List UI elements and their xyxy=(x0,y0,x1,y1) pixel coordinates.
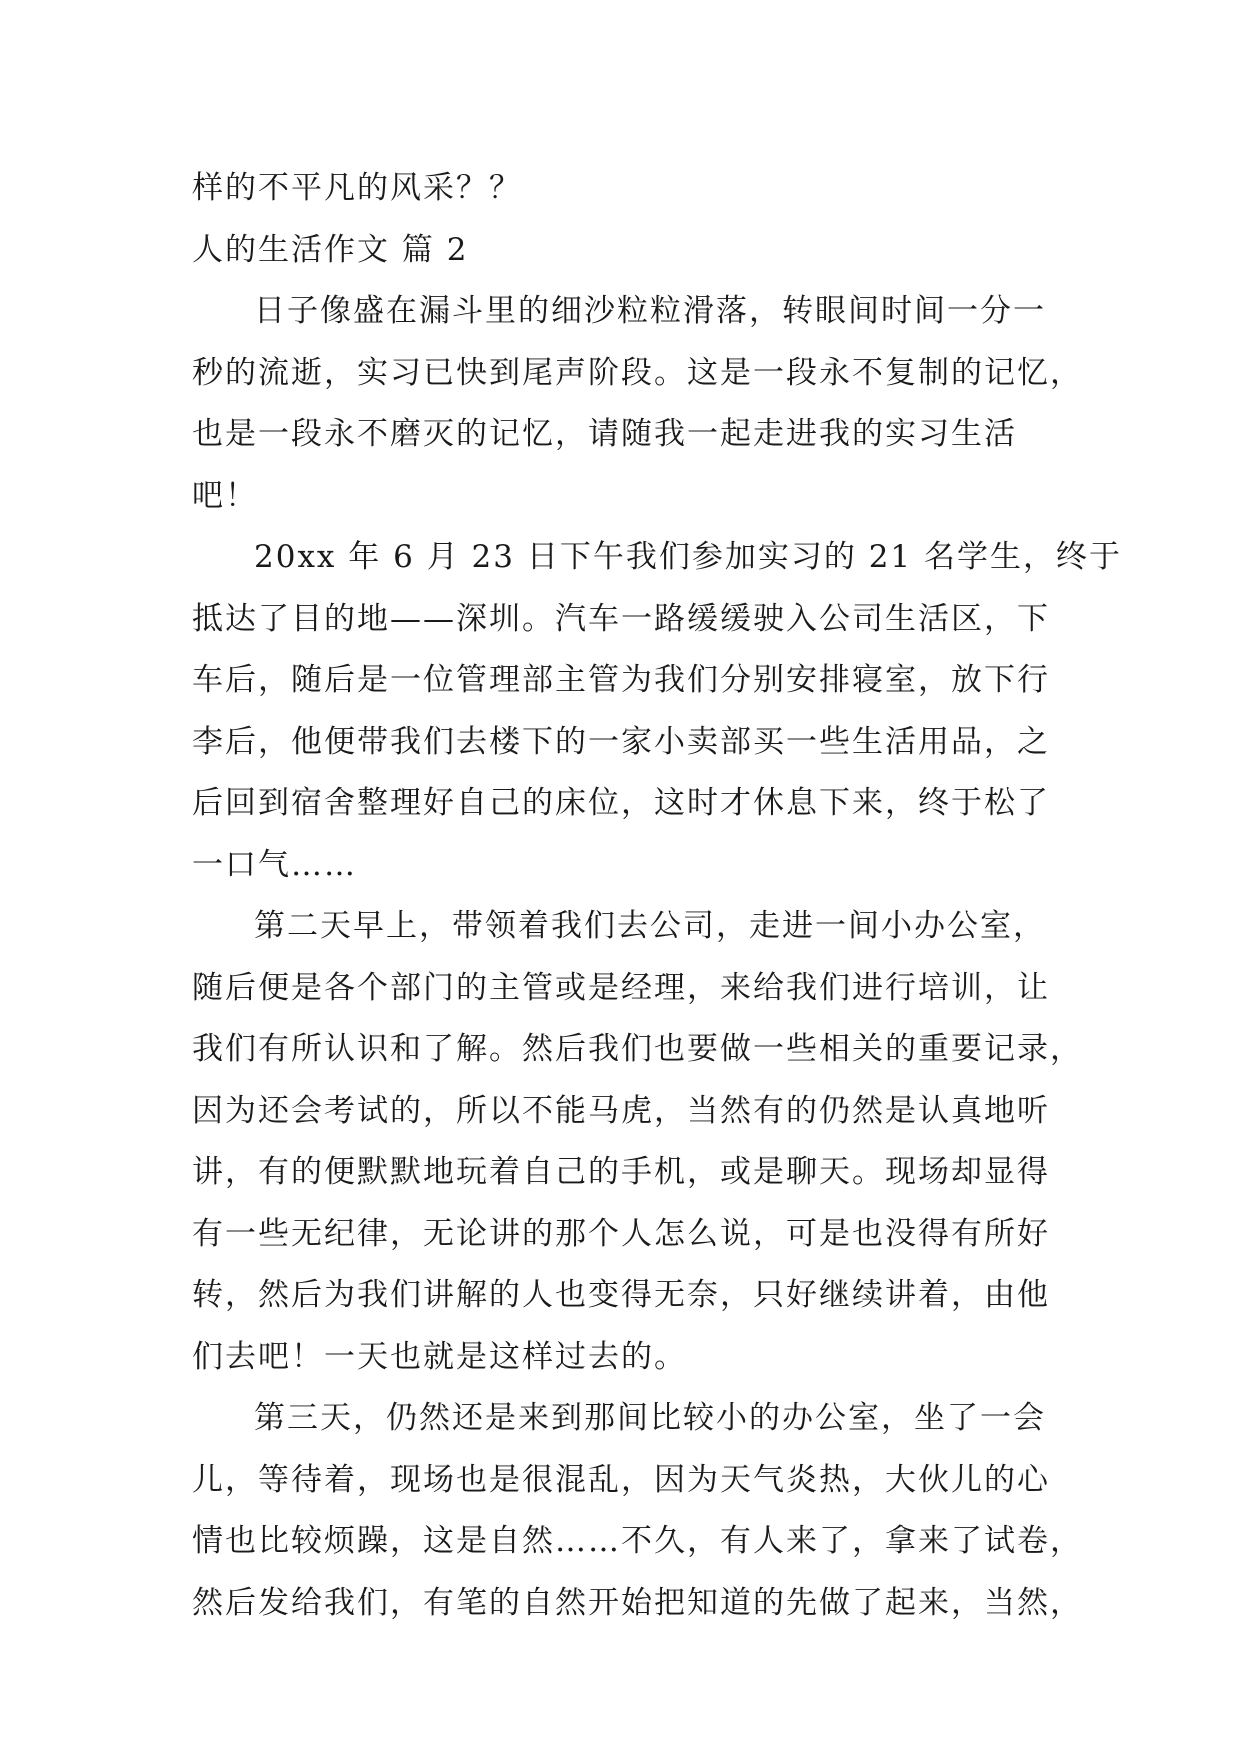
text-line: 后回到宿舍整理好自己的床位，这时才休息下来，终于松了 xyxy=(192,785,1050,821)
article-body xyxy=(192,158,1123,1634)
text-line: 儿，等待着，现场也是很混乱，因为天气炎热，大伙儿的心 xyxy=(192,1461,1050,1498)
text-line: 我们有所认识和了解。然后我们也要做一些相关的重要记录， xyxy=(192,1031,1083,1067)
text-line: 20xx 年 6 月 23 日下午我们参加实习的 21 名学生，终于 xyxy=(254,539,1123,575)
text-line: 然后发给我们，有笔的自然开始把知道的先做了起来，当然， xyxy=(192,1584,1083,1621)
text-line: 也是一段永不磨灭的记忆，请随我一起走进我的实习生活 xyxy=(192,416,1017,452)
text-line: 车后，随后是一位管理部主管为我们分别安排寝室，放下行 xyxy=(192,662,1050,698)
text-line: 一口气…… xyxy=(192,846,357,883)
section-heading: 人的生活作文 篇 2 xyxy=(192,231,469,268)
text-line: 因为还会考试的，所以不能马虎，当然有的仍然是认真地听 xyxy=(192,1092,1050,1129)
text-line: 吧！ xyxy=(192,477,258,514)
text-line: 样的不平凡的风采？？ xyxy=(192,170,522,206)
text-line: 情也比较烦躁，这是自然……不久，有人来了，拿来了试卷， xyxy=(192,1523,1083,1559)
text-line: 转，然后为我们讲解的人也变得无奈，只好继续讲着，由他 xyxy=(192,1277,1050,1313)
text-line: 有一些无纪律，无论讲的那个人怎么说，可是也没得有所好 xyxy=(192,1215,1050,1252)
text-line: 随后便是各个部门的主管或是经理，来给我们进行培训，让 xyxy=(192,969,1050,1006)
text-line: 讲，有的便默默地玩着自己的手机，或是聊天。现场却显得 xyxy=(192,1154,1050,1190)
text-line: 第三天，仍然还是来到那间比较小的办公室，坐了一会 xyxy=(254,1400,1046,1436)
text-line: 秒的流逝，实习已快到尾声阶段。这是一段永不复制的记忆， xyxy=(192,354,1083,391)
text-line: 抵达了目的地——深圳。汽车一路缓缓驶入公司生活区，下 xyxy=(192,600,1050,637)
text-line: 第二天早上，带领着我们去公司，走进一间小办公室， xyxy=(254,908,1046,944)
text-line: 们去吧！一天也就是这样过去的。 xyxy=(192,1338,687,1375)
text-line: 李后，他便带我们去楼下的一家小卖部买一些生活用品，之 xyxy=(192,723,1050,760)
text-line: 日子像盛在漏斗里的细沙粒粒滑落，转眼间时间一分一 xyxy=(254,293,1046,329)
